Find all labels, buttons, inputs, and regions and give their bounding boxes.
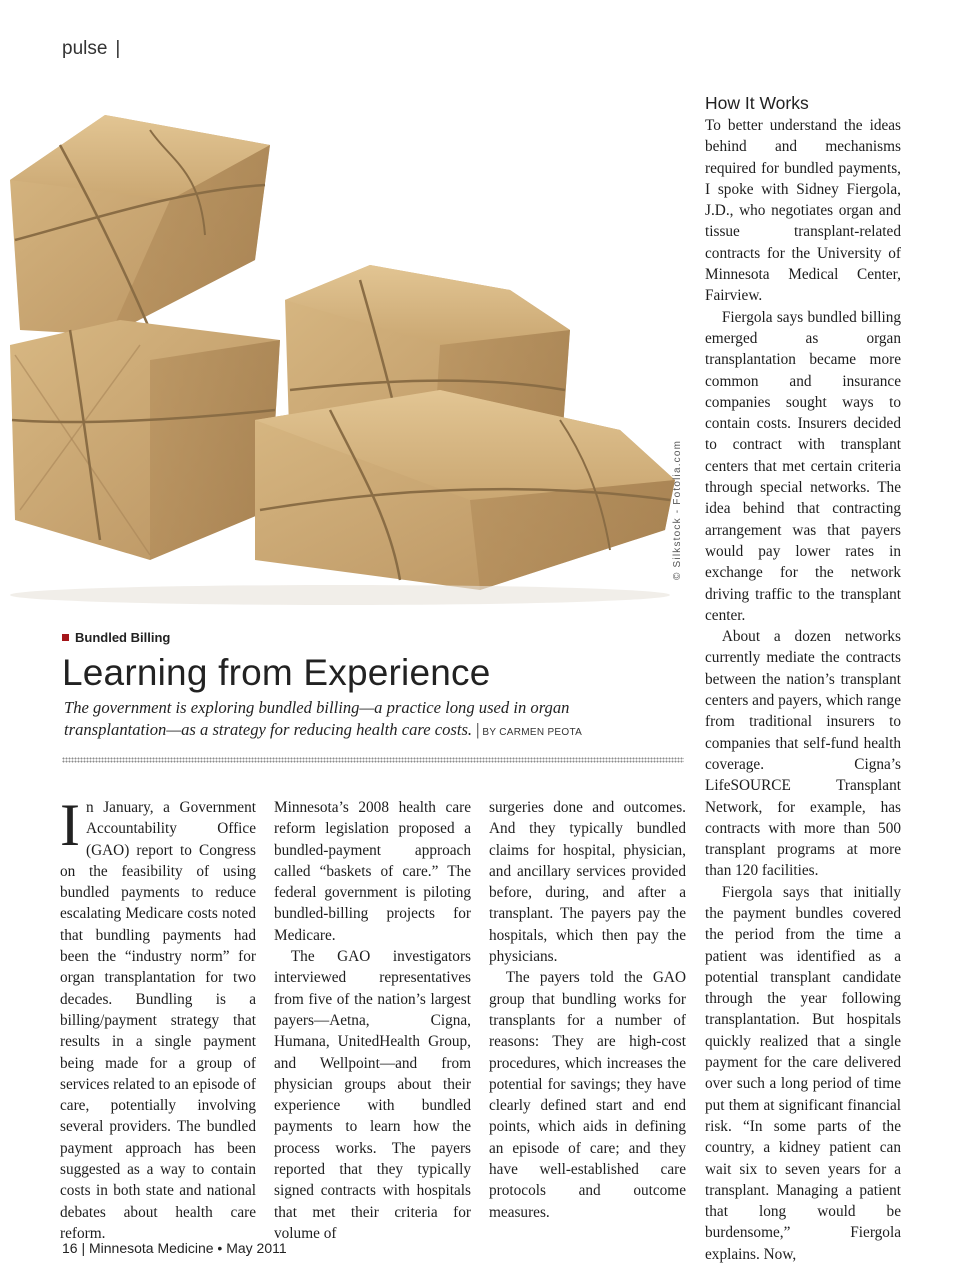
sidebar-paragraph: Fiergola says that initially the payment bundles covered the period from the time a patient was identified as a potential transplant candidate through the year following transplantation. But hospitals quickly realized that a single payment for the care delivered over such a long period of time put them at significant financial risk. “In some parts of the country, a kidney patient can wait six to seven years for a transplant. Managing a patient that long would be burdensome,” Fiergola explains. Now, [705,883,901,1263]
body-paragraph [60,792,256,1244]
footer-bullet: • [217,1240,223,1256]
deck-separator: | [476,719,480,739]
sidebar-paragraph: About a dozen networks currently mediate the contracts between the nation’s transplant centers and payers, which range from traditional insurers to companies that self-fund health coverage. Cigna’s LifeSOURCE Transplant Network, for example, has contracts with more than 500 transplant programs at more than 120 facilities. [705,628,901,880]
body-paragraph: Minnesota’s 2008 health care reform legislation proposed a bundled-payment approach called “baskets of care.” The federal government is piloting bundled-billing projects for Medicare. [274,799,471,944]
drop-cap: I [60,792,80,858]
body-column-2 [274,797,471,1244]
body-column-3 [489,797,686,1223]
page-footer [62,1240,287,1256]
photo-credit: © Silkstock - Fotolia.com [672,439,683,580]
body-paragraph-text: n January, a Government Accountability Office (GAO) report to Congress on the feasibility of using bundled payments to reduce escalating Medicare costs noted that bundling payments had been the “industry norm” for organ transplantation for two decades. Bundling is a billing/payment strategy that results in a single payment being made for a group of services related to an episode of care, potentially involving several providers. The bundled payment approach has been suggested as a way to contain costs in both state and national debates about health care reform. [60,799,256,1242]
sidebar-column [705,115,901,1265]
section-separator: | [115,38,121,59]
kicker-square-icon [62,634,69,641]
package-bottom-right [255,390,675,590]
issue-date: May 2011 [226,1240,287,1256]
deck-text: The government is exploring bundled billing—a practice long used in organ transplantation—as a strategy for reducing health care costs. [64,698,570,739]
packages-illustration [0,90,690,610]
page-number: 16 [62,1240,78,1256]
byline: BY CARMEN PEOTA [482,726,583,738]
publication-name: Minnesota Medicine [89,1240,214,1256]
sidebar-title: How It Works [705,93,809,113]
sidebar-paragraph: To better understand the ideas behind and mechanisms required for bundled payments, I spoke with Sidney Fiergola, J.D., who negotiates organ and tissue transplant-related contracts for the University of Minnesota Medical Center, Fairview. [705,117,901,305]
sidebar-paragraph: Fiergola says bundled billing emerged as organ transplantation became more common and insurance companies sought ways to contain costs. Insurers decided to contract with transplant centers that met certain criteria through special networks. The idea behind that contracting arrangement was that payers would pay lower rates in exchange for the network driving traffic to the transplant center. [705,308,901,624]
article-kicker [62,630,170,645]
body-paragraph: The payers told the GAO group that bundling works for transplants for a number of reasons: They are high-cost procedures, which increases the potential for savings; they have clearly defined start and end points, which aids in defining an episode of care; and they have well-established care protocols and outcome measures. [489,969,686,1221]
footer-separator: | [81,1240,86,1256]
article-deck [64,697,674,743]
package-bottom-left [10,320,280,560]
article-headline: Learning from Experience [62,652,491,693]
body-paragraph: The GAO investigators interviewed representatives from five of the nation’s largest payers—Aetna, Cigna, Humana, UnitedHealth Group, and Wellpoint—and from physician groups about their experience with bundled payments to learn how the process works. The payers reported that they typically signed contracts with hospitals that met their criteria for volume of [274,948,471,1242]
kicker-label: Bundled Billing [75,630,171,645]
package-top-left [10,115,270,335]
dotted-divider [62,757,684,763]
section-label: pulse [62,38,108,59]
section-header [62,38,120,60]
body-column-1 [60,792,256,1244]
wrapped-packages-photo [0,90,690,610]
body-paragraph: surgeries done and outcomes. And they typically bundled claims for hospital, physician, and ancillary services provided before, during, and after a transplant. The payers pay the hospitals, which then pay the physicians. [489,799,686,966]
